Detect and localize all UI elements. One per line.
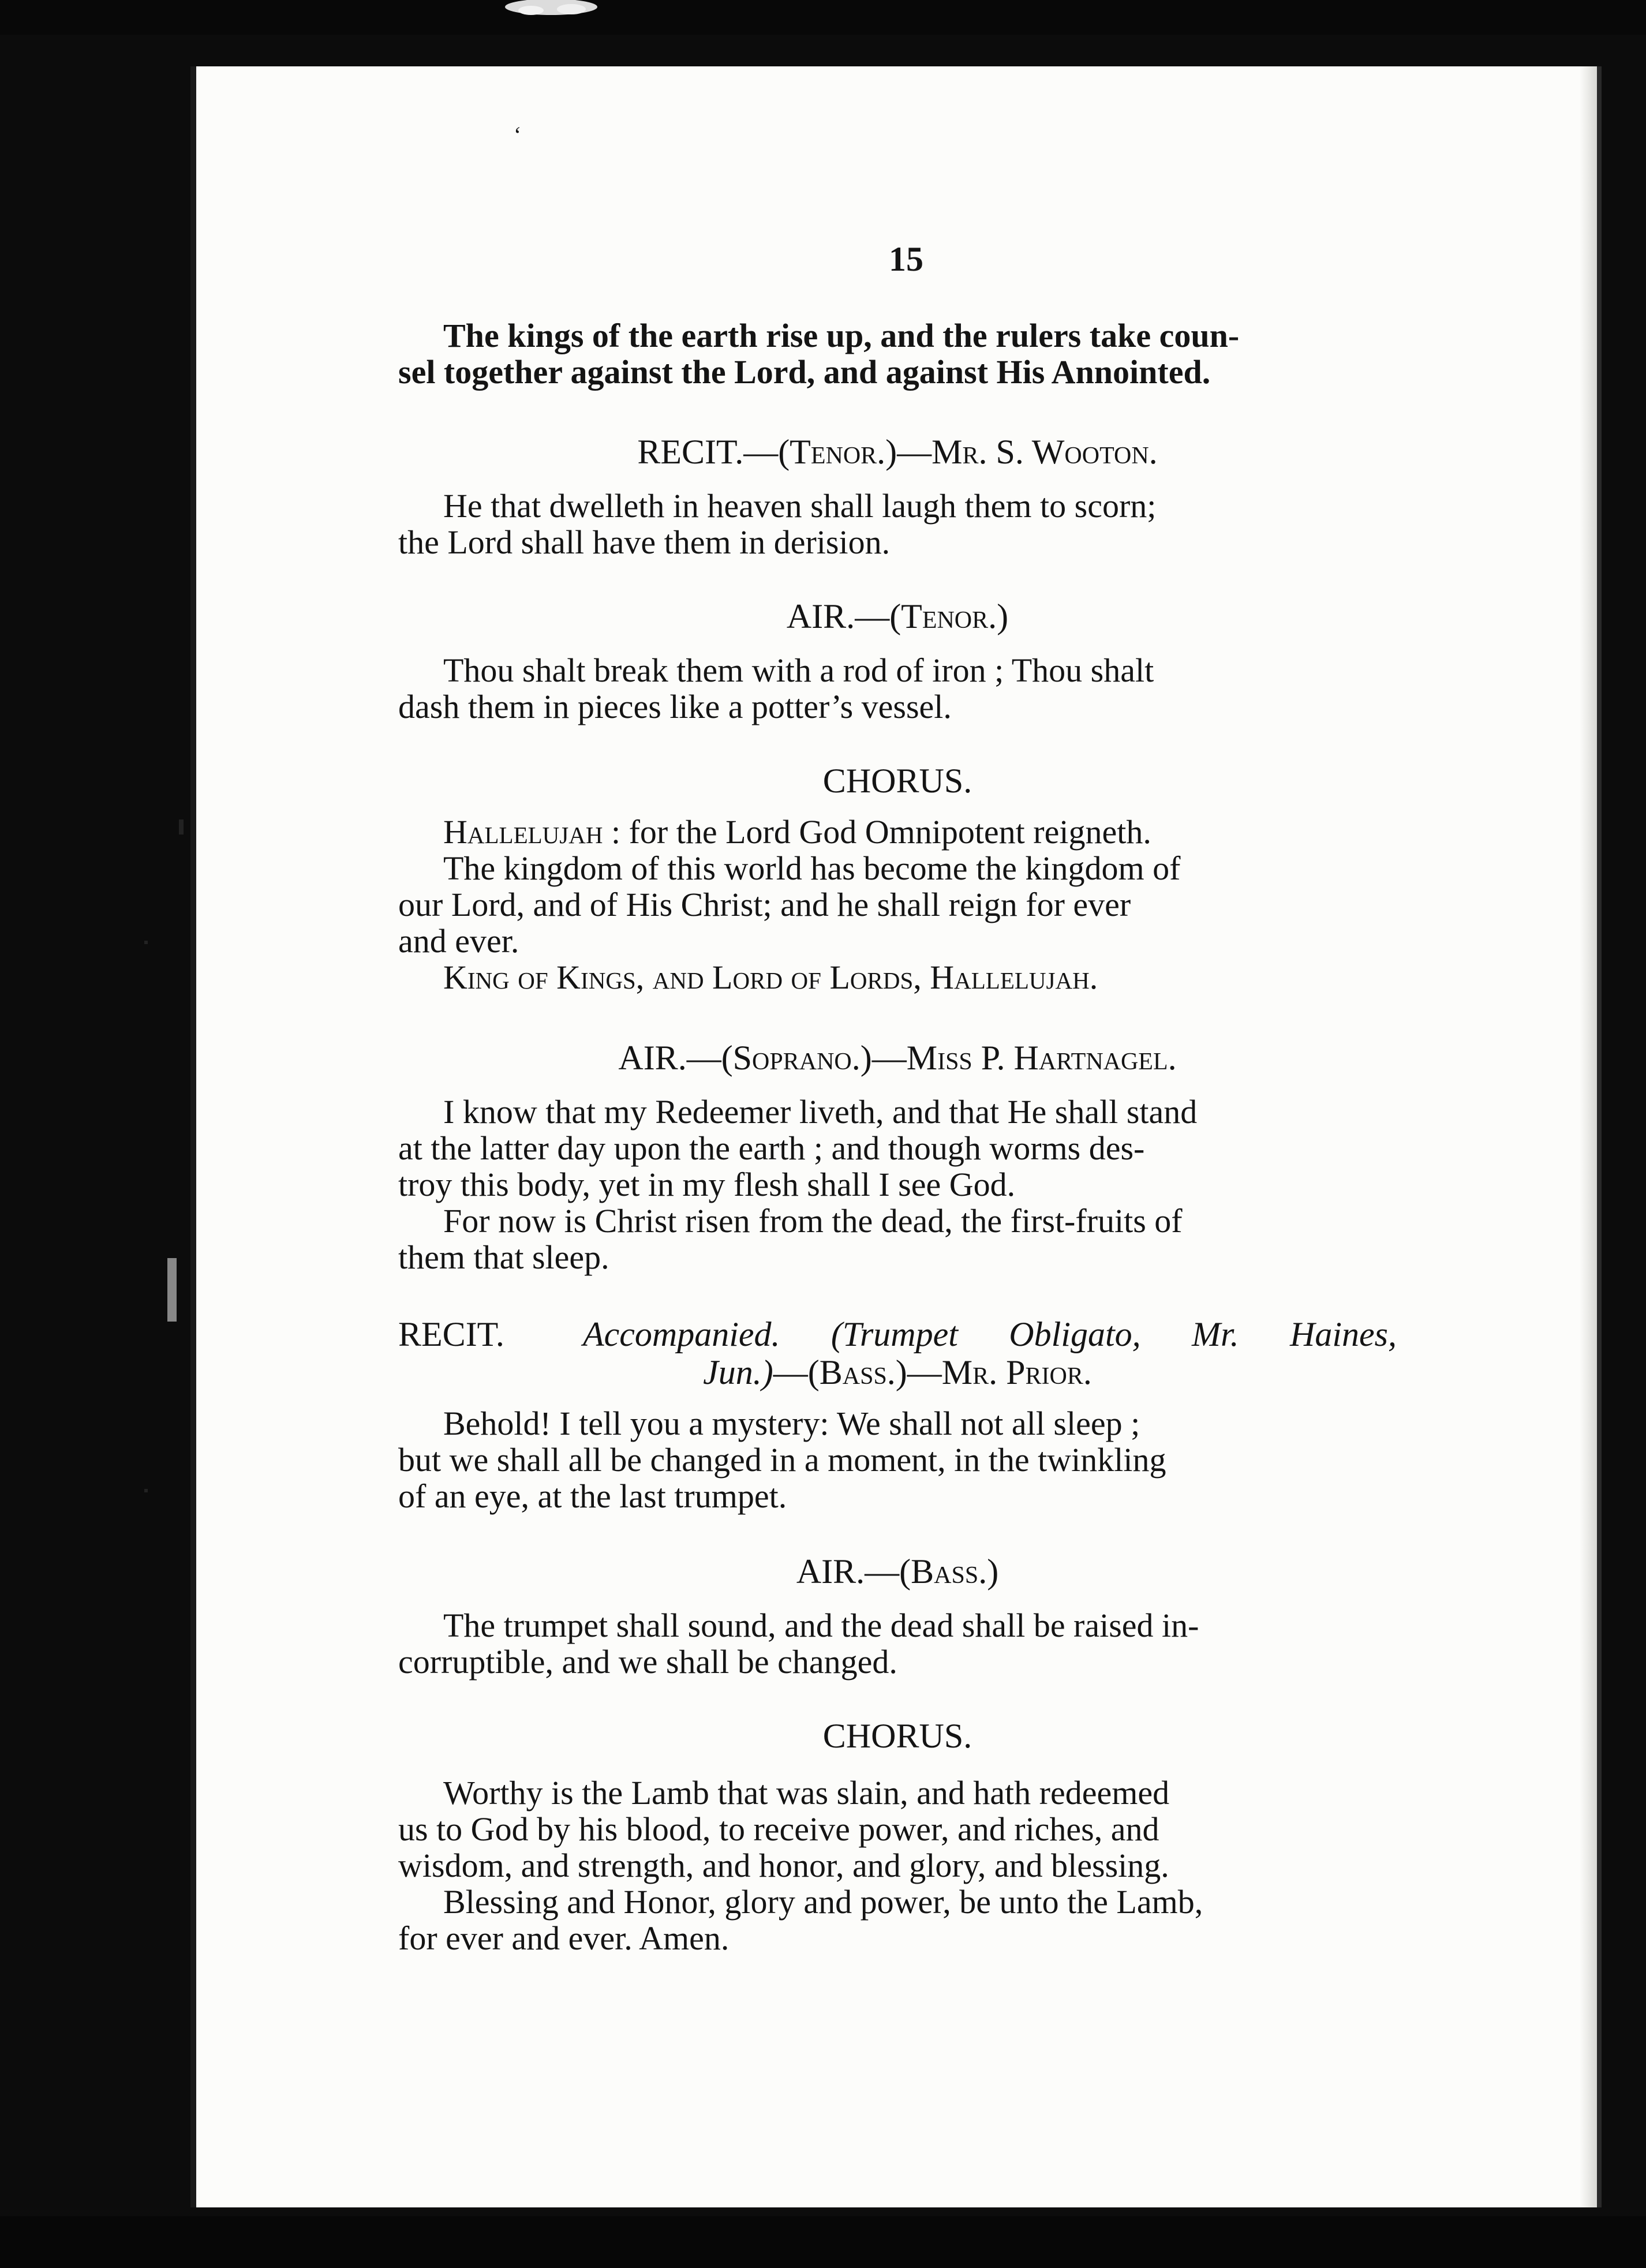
recit-bass-heading bbox=[398, 1316, 1397, 1353]
verse-line: Thou shalt break them with a rod of iron ; Thou shalt bbox=[443, 652, 1154, 689]
recit-tenor-text bbox=[398, 488, 1397, 560]
verse-line bbox=[398, 814, 1397, 850]
verse-line: corruptible, and we shall be changed. bbox=[398, 1643, 897, 1681]
chorus-heading: CHORUS. bbox=[822, 762, 972, 800]
singer-name: Mr. Prior. bbox=[941, 1353, 1092, 1391]
voice-part: —(Bass.) bbox=[865, 1552, 999, 1590]
section-label: RECIT. bbox=[637, 433, 744, 471]
recit-bass-subheading bbox=[398, 1353, 1397, 1391]
margin-mark bbox=[167, 1258, 177, 1322]
voice-part: —(Tenor.)— bbox=[743, 433, 932, 471]
margin-mark bbox=[179, 819, 184, 834]
verse-line: for ever and ever. Amen. bbox=[398, 1919, 730, 1957]
air-bass-heading bbox=[398, 1552, 1397, 1590]
voice-part: —(Tenor.) bbox=[855, 597, 1009, 635]
verse-line: the Lord shall have them in derision. bbox=[398, 523, 891, 561]
air-bass-text bbox=[398, 1607, 1397, 1680]
verse-line: He that dwelleth in heaven shall laugh them to scorn; bbox=[443, 487, 1157, 525]
chorus-hallelujah-text bbox=[398, 814, 1397, 995]
margin-mark bbox=[144, 941, 148, 944]
verse-line: of an eye, at the last trumpet. bbox=[398, 1477, 787, 1515]
section-label: RECIT. bbox=[398, 1315, 504, 1353]
section-label: AIR. bbox=[796, 1552, 865, 1590]
accompaniment-note: Accompanied. (Trumpet Obligato, Mr. Haines, bbox=[583, 1315, 1397, 1353]
scanner-top-border bbox=[0, 0, 1646, 35]
air-tenor-heading bbox=[398, 597, 1397, 635]
hallelujah-word: Hallelujah bbox=[443, 813, 603, 851]
recit-tenor-heading bbox=[398, 433, 1397, 471]
verse-line: us to God by his blood, to receive power, and riches, and bbox=[398, 1810, 1159, 1848]
section-label: AIR. bbox=[786, 597, 855, 635]
voice-part: —(Soprano.)— bbox=[686, 1039, 907, 1077]
verse-line: Behold! I tell you a mystery: We shall not all sleep ; bbox=[443, 1405, 1140, 1442]
recit-bass-text bbox=[398, 1405, 1397, 1514]
voice-part: —(Bass.)— bbox=[773, 1353, 942, 1391]
verse-line: them that sleep. bbox=[398, 1238, 609, 1276]
verse-line: I know that my Redeemer liveth, and that He shall stand bbox=[443, 1093, 1198, 1131]
opening-verse-line: The kings of the earth rise up, and the rulers take coun- bbox=[443, 317, 1240, 354]
verse-line: Worthy is the Lamb that was slain, and hath redeemed bbox=[443, 1774, 1170, 1812]
verse-line: dash them in pieces like a potter’s vessel. bbox=[398, 688, 952, 725]
stray-mark: ‘ bbox=[514, 122, 522, 148]
accompaniment-note: Jun.) bbox=[703, 1353, 773, 1391]
scanner-bottom-border bbox=[0, 2216, 1646, 2268]
verse-line: The kingdom of this world has become the kingdom of bbox=[443, 849, 1181, 887]
page-number: 15 bbox=[889, 240, 923, 278]
page-edge-shadow bbox=[1580, 66, 1597, 2207]
singer-name: Mr. S. Wooton. bbox=[932, 433, 1158, 471]
opening-verse bbox=[398, 317, 1397, 390]
air-soprano-heading bbox=[398, 1039, 1397, 1077]
verse-line: For now is Christ risen from the dead, the first-fruits of bbox=[443, 1202, 1183, 1240]
section-label: AIR. bbox=[618, 1039, 687, 1077]
verse-line: but we shall all be changed in a moment, in the twinkling bbox=[398, 1441, 1166, 1479]
verse-line: troy this body, yet in my flesh shall I see God. bbox=[398, 1166, 1016, 1203]
air-tenor-text bbox=[398, 652, 1397, 725]
verse-line: our Lord, and of His Christ; and he shall reign for ever bbox=[398, 886, 1131, 923]
air-soprano-text bbox=[398, 1094, 1397, 1275]
opening-verse-line: sel together against the Lord, and against His Annointed. bbox=[398, 353, 1211, 391]
chorus-worthy-text bbox=[398, 1775, 1397, 1956]
verse-line: King of Kings, and Lord of Lords, Hallelujah. bbox=[443, 959, 1098, 996]
verse-line: at the latter day upon the earth ; and though worms des- bbox=[398, 1129, 1145, 1167]
scan-artifact bbox=[496, 0, 606, 28]
verse-line: and ever. bbox=[398, 922, 519, 960]
margin-mark bbox=[144, 1489, 148, 1492]
verse-line: The trumpet shall sound, and the dead shall be raised in- bbox=[443, 1607, 1199, 1644]
verse-line: wisdom, and strength, and honor, and glory, and blessing. bbox=[398, 1847, 1169, 1884]
chorus-heading: CHORUS. bbox=[822, 1717, 972, 1755]
singer-name: Miss P. Hartnagel. bbox=[906, 1039, 1177, 1077]
verse-line: Blessing and Honor, glory and power, be unto the Lamb, bbox=[443, 1883, 1203, 1921]
verse-line-rest: : for the Lord God Omnipotent reigneth. bbox=[603, 813, 1151, 851]
